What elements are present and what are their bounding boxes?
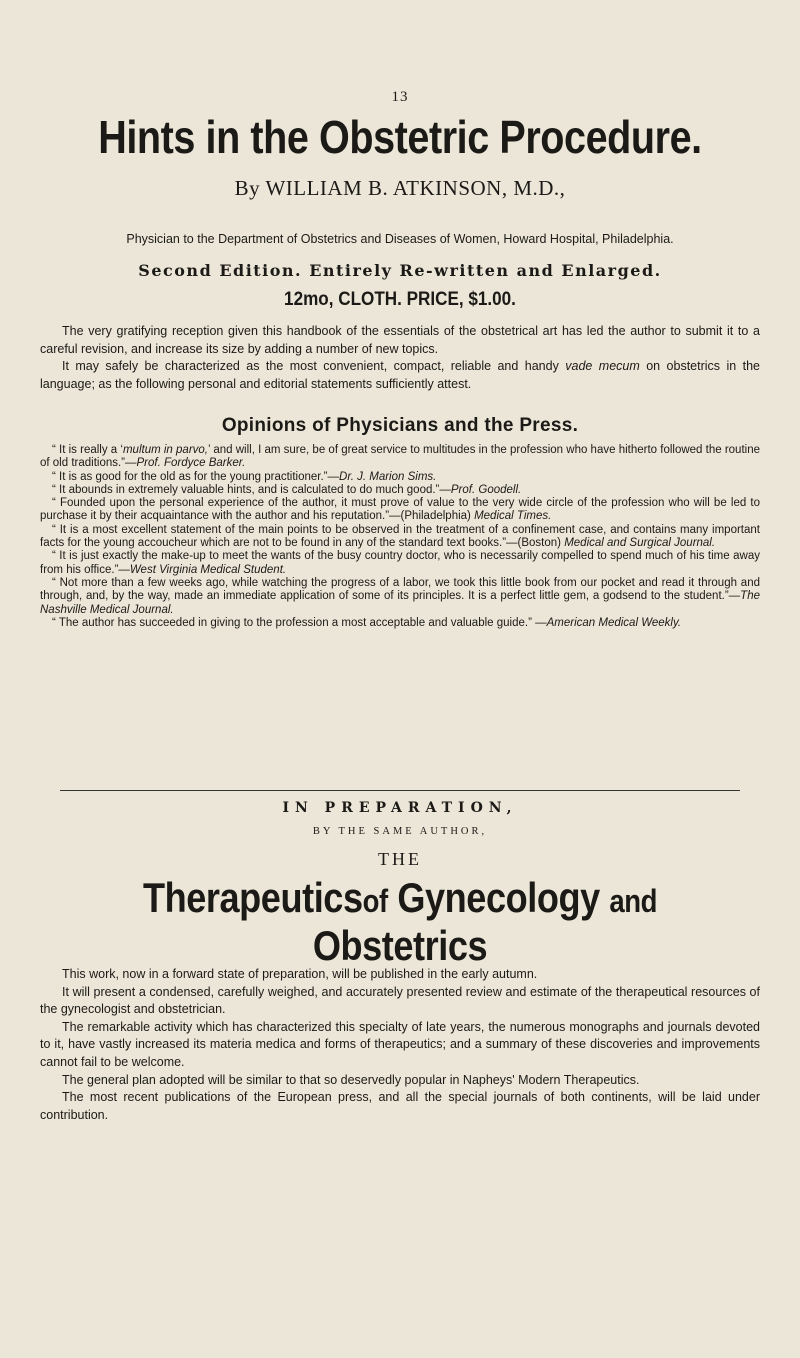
description-paragraph: It will present a condensed, carefully weighed, and accurately presented review and estimate of the therapeutical resources of the gynecologist and obstetrician. — [40, 984, 760, 1017]
title-word: and — [609, 883, 658, 919]
intro-italic: vade mecum — [565, 359, 640, 374]
author-byline: By WILLIAM B. ATKINSON, M.D., — [234, 176, 566, 200]
opinions-heading: Opinions of Physicians and the Press. — [221, 415, 579, 436]
title-word: Therapeutics — [142, 874, 363, 921]
quote-text: ’ and will, I am sure, be of great service to multitudes in the profession who have hitherto followed the routine of old traditions.”— — [40, 444, 760, 470]
intro-text-span: It may safely be characterized as the most convenient, compact, reliable and handy — [62, 359, 559, 374]
edition-note: Second Edition. Entirely Re-written and Enlarged. — [138, 261, 662, 280]
quote — [40, 471, 760, 484]
intro-text — [40, 323, 760, 393]
quote — [40, 617, 760, 630]
quote-source: Dr. J. Marion Sims. — [339, 470, 437, 483]
quote-source: The Nashville Medical Journal. — [40, 590, 760, 616]
quote-source: Medical and Surgical Journal. — [564, 537, 716, 550]
intro-paragraph — [40, 358, 760, 393]
intro-text-span: on obstetrics in the language; as the following personal and editorial statements sufficiently attest. — [40, 359, 761, 391]
quote-text: “ The author has succeeded in giving to the profession a most acceptable and valuable guide.” — — [52, 616, 547, 629]
quote — [40, 550, 760, 577]
price-line: 12mo, CLOTH. PRICE, $1.00. — [284, 289, 516, 310]
quote-text: “ Founded upon the personal experience of the author, it must prove of value to the very wide circle of the profession who will be led to purchase it by their acquaintance with the author and his reputation.”—(Philadelphia) — [40, 497, 760, 523]
description-paragraph: This work, now in a forward state of preparation, will be published in the early autumn. — [62, 967, 538, 981]
quote-text: “ Not more than a few weeks ago, while watching the progress of a labor, we took this little book from our pocket and read it through and through, and, by the way, made an immediate application of some of its principles. It is a perfect little gem, a godsend to the student.”— — [40, 576, 760, 603]
quote-source: Prof. Goodell. — [450, 483, 522, 496]
quote-text: “ It is a most excellent statement of the main points to be observed in the treatment of a confinement case, and contains many important facts for the young accoucheur which are not to be found in any of the standard text books.”—(Boston) — [40, 523, 760, 550]
quotes-list — [40, 444, 760, 630]
quote — [40, 524, 760, 551]
title-word: of — [362, 883, 388, 919]
second-book-description — [40, 966, 760, 1124]
quote-text: “ It is really a ‘ — [52, 444, 123, 456]
quote-source: American Medical Weekly. — [546, 616, 682, 629]
title-word: Gynecology — [397, 874, 600, 921]
second-book-title — [90, 874, 709, 970]
the-label: THE — [378, 849, 422, 869]
quote-text: “ It abounds in extremely valuable hints, and is calculated to do much good.”— — [52, 483, 451, 496]
author-affiliation: Physician to the Department of Obstetrics and Diseases of Women, Howard Hospital, Philadelphia. — [126, 232, 674, 246]
intro-paragraph: The very gratifying reception given this handbook of the essentials of the obstetrical art has led the author to submit it to a careful revision, and increase its size by adding a number of new topics. — [40, 324, 760, 356]
book-title: Hints in the Obstetric Procedure. — [98, 111, 702, 163]
in-preparation-heading: IN PREPARATION, — [282, 800, 518, 816]
quote-source: Prof. Fordyce Barker. — [136, 457, 246, 470]
quote-italic: multum in parvo, — [122, 444, 208, 456]
by-same-author: BY THE SAME AUTHOR, — [312, 826, 488, 837]
description-paragraph: The remarkable activity which has characterized this specialty of late years, the numerous monographs and journals devoted to it, have vastly increased its materia medica and forms of therapeutics; and a summary of these discoveries and improvements cannot fail to be welcome. — [40, 1019, 760, 1069]
description-paragraph: The general plan adopted will be similar to that so deservedly popular in Napheys' Modern Therapeutics. — [62, 1072, 640, 1087]
quote — [40, 484, 760, 497]
quote — [40, 497, 760, 524]
quote-text: “ It is just exactly the make-up to meet the wants of the busy country doctor, who is necessarily compelled to spend much of his time away from his office.”— — [40, 550, 760, 576]
description-paragraph: The most recent publications of the European press, and all the special journals of both continents, will be laid under contribution. — [40, 1090, 760, 1122]
page-number: 13 — [391, 89, 409, 105]
divider-rule — [60, 790, 740, 791]
quote-text: “ It is as good for the old as for the young practitioner.”— — [52, 470, 340, 483]
quote — [40, 444, 760, 471]
title-word: Obstetrics — [312, 922, 488, 969]
quote-source: West Virginia Medical Student. — [129, 563, 287, 576]
quote — [40, 577, 760, 617]
quote-source: Medical Times. — [474, 510, 552, 523]
